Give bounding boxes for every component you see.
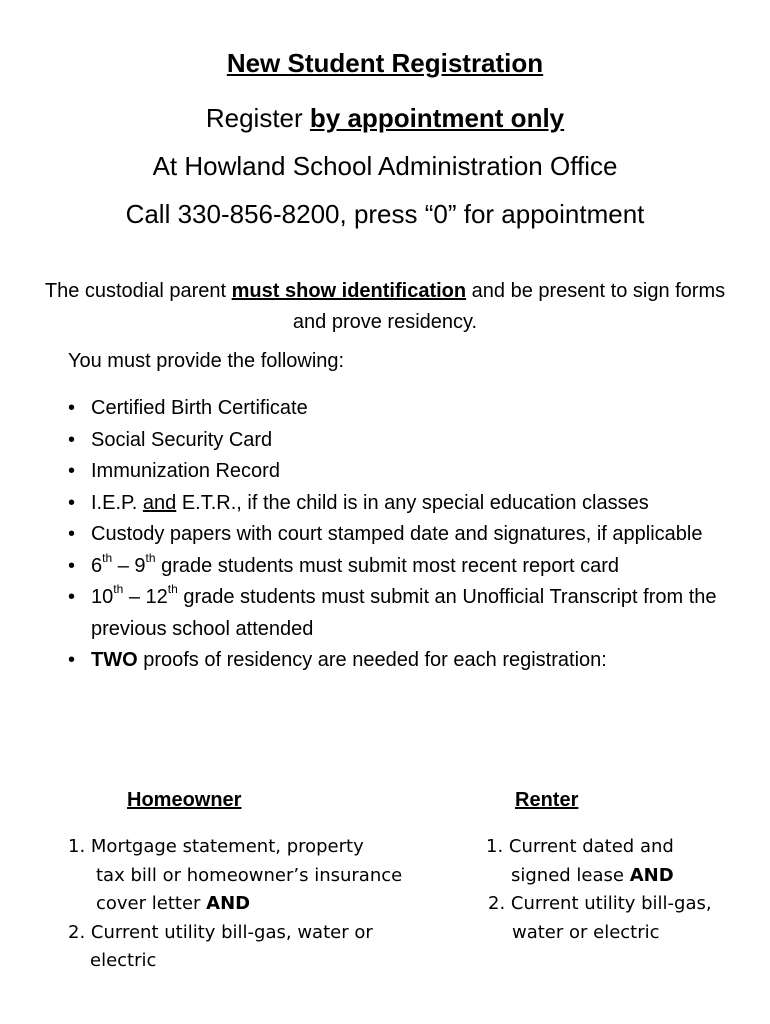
list-item <box>68 551 738 583</box>
proof-text: cover letter <box>96 893 207 914</box>
item-text: Immunization Record <box>91 460 280 482</box>
bullet-icon: • <box>68 460 76 482</box>
proof-line: 1. Current dated and <box>486 836 674 857</box>
grade-range: – 9 <box>112 554 146 577</box>
proof-line: tax bill or homeowner’s insurance <box>96 864 403 886</box>
bullet-icon: • <box>68 397 76 419</box>
item-text: proofs of residency are needed for each registration: <box>137 649 607 671</box>
ordinal-suffix: th <box>145 550 156 565</box>
proof-and: AND <box>206 893 251 914</box>
page-title: New Student Registration <box>226 48 544 78</box>
renter-proofs <box>486 833 712 947</box>
call-line: Call 330-856-8200, press “0” for appointment <box>125 199 645 229</box>
appointment-prefix: Register <box>205 103 310 133</box>
proof-line: 2. Current utility bill-gas, <box>488 893 712 914</box>
item-text: Custody papers with court stamped date and signatures, if applicable <box>91 523 703 545</box>
proof-and: AND <box>629 864 674 886</box>
grade-range: – 12 <box>123 586 168 608</box>
proof-line <box>68 890 402 919</box>
custodial-suffix: and be present to sign forms and prove residency. <box>292 280 726 333</box>
item-text: grade students must submit most recent report card <box>155 554 620 577</box>
list-item <box>68 519 738 551</box>
proof-line <box>486 862 712 891</box>
list-item <box>68 645 738 677</box>
custodial-prefix: The custodial parent <box>44 280 232 302</box>
list-item <box>68 488 738 520</box>
list-item <box>68 456 738 488</box>
custodial-emphasis: must show identification <box>231 280 467 302</box>
bullet-icon: • <box>68 554 76 577</box>
item-text: grade students must submit an Unofficial Transcript from the previous school attended <box>91 586 717 640</box>
bullet-icon: • <box>68 649 76 671</box>
proof-line: electric <box>90 950 157 971</box>
grade-number: 6 <box>91 554 103 577</box>
ordinal-suffix: th <box>167 582 178 597</box>
custodial-notice <box>40 276 730 338</box>
ordinal-suffix: th <box>113 582 124 597</box>
item-emphasis: TWO <box>91 649 138 671</box>
proof-line: 1. Mortgage statement, property <box>68 836 364 857</box>
bullet-icon: • <box>68 428 76 451</box>
item-text: Certified Birth Certificate <box>91 397 308 419</box>
list-item <box>68 393 738 425</box>
item-and: and <box>142 491 177 514</box>
homeowner-proofs <box>68 833 402 976</box>
renter-heading: Renter <box>515 789 579 811</box>
appointment-emphasis: by appointment only <box>309 103 565 133</box>
bullet-icon: • <box>68 586 76 608</box>
appointment-line <box>0 103 770 134</box>
list-item <box>68 425 738 457</box>
grade-number: 10 <box>91 586 114 608</box>
requirements-list <box>68 393 738 677</box>
proof-text: signed lease <box>511 864 630 886</box>
item-text: Social Security Card <box>91 428 273 451</box>
list-item <box>68 582 738 645</box>
homeowner-heading: Homeowner <box>127 789 242 811</box>
proof-line: water or electric <box>512 921 660 943</box>
proof-line: 2. Current utility bill-gas, water or <box>68 921 373 943</box>
item-text: E.T.R., if the child is in any special education classes <box>176 491 649 514</box>
location-line: At Howland School Administration Office <box>152 151 618 181</box>
requirements-intro: You must provide the following: <box>68 350 345 372</box>
bullet-icon: • <box>68 491 76 514</box>
item-text: I.E.P. <box>91 491 143 514</box>
ordinal-suffix: th <box>102 550 113 565</box>
bullet-icon: • <box>68 523 76 545</box>
